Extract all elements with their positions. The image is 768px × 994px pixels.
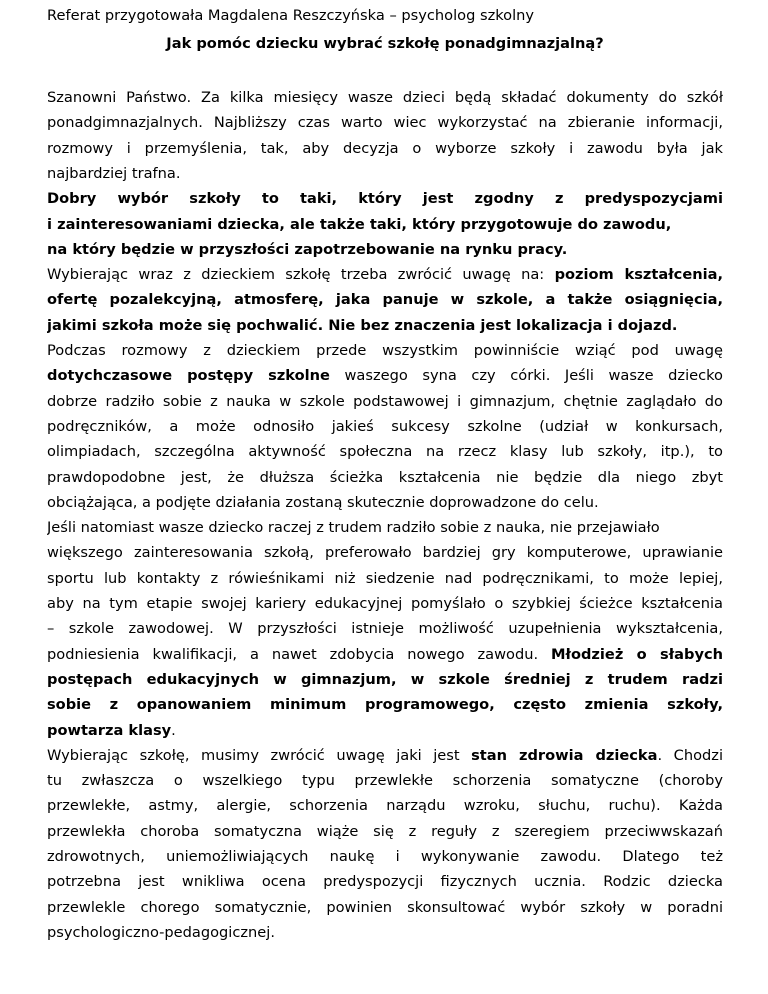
text-line <box>47 287 723 313</box>
text-segment: ponadgimnazjalnych. Najbliższy czas warto wiec wykorzystać na zbieranie informacji, <box>47 114 723 131</box>
text-segment: przewlekła choroba somatyczna wiąże się z reguły z szeregiem przeciwwskazań <box>47 823 723 840</box>
text-segment: sportu lub kontakty z rówieśnikami niż siedzenie nad podręcznikami, to może lepiej, <box>47 570 723 587</box>
text-line <box>47 718 723 744</box>
text-line <box>47 920 723 946</box>
text-line <box>47 389 723 415</box>
text-segment: Wybierając szkołę, musimy zwrócić uwagę jaki jest <box>47 747 472 764</box>
text-line <box>47 667 723 693</box>
text-line <box>47 743 723 769</box>
text-line <box>47 793 723 819</box>
text-line <box>47 161 723 187</box>
document-title: Jak pomóc dziecku wybrać szkołę ponadgimnazjalną? <box>166 35 604 52</box>
text-line <box>47 465 723 491</box>
bold-text-segment: stan zdrowia dziecka <box>471 747 658 764</box>
text-segment: aby na tym etapie swojej kariery edukacyjnej pomyślało o szybkiej ścieżce kształcenia <box>47 595 723 612</box>
bold-text-segment: Dobry wybór szkoły to taki, który jest zgodny z predyspozycjami <box>47 190 723 207</box>
text-segment: większego zainteresowania szkołą, preferowało bardziej gry komputerowe, uprawianie <box>47 544 723 561</box>
text-segment: obciążająca, a podjęte działania zostaną skutecznie doprowadzone do celu. <box>47 494 599 511</box>
text-segment: prawdopodobne jest, że dłuższa ścieżka kształcenia nie będzie dla niego zbyt <box>47 469 723 486</box>
bold-text-segment: dotychczasowe postępy szkolne <box>47 367 330 384</box>
text-line <box>47 414 723 440</box>
text-segment: podręczników, a może odnosiło jakieś sukcesy szkolne (udział w konkursach, <box>47 418 723 435</box>
text-line <box>47 237 723 263</box>
bold-text-segment: poziom kształcenia, <box>554 266 723 283</box>
text-line <box>47 844 723 870</box>
text-line <box>47 692 723 718</box>
author-line: Referat przygotowała Magdalena Reszczyńska – psycholog szkolny <box>47 7 535 24</box>
text-line <box>47 616 723 642</box>
text-line <box>47 642 723 668</box>
bold-text-segment: ofertę pozalekcyjną, atmosferę, jaka panuje w szkole, a także osiągnięcia, <box>47 291 723 308</box>
text-line <box>47 313 723 339</box>
text-segment: psychologiczno-pedagogicznej. <box>47 924 275 941</box>
text-line <box>47 110 723 136</box>
text-segment: olimpiadach, szczególna aktywność społeczna na rzecz klasy lub szkoły, itp.), to <box>47 443 723 460</box>
text-line <box>47 262 723 288</box>
text-segment: przewlekle chorego somatycznie, powinien skonsultować wybór szkoły w poradni <box>47 899 723 916</box>
text-line <box>47 895 723 921</box>
text-line <box>47 212 723 238</box>
text-line <box>47 591 723 617</box>
bold-text-segment: Młodzież o słabych <box>551 646 723 663</box>
text-segment: Wybierając wraz z dzieckiem szkołę trzeba zwrócić uwagę na: <box>47 266 555 283</box>
bold-text-segment: na który będzie w przyszłości zapotrzebowanie na rynku pracy. <box>47 241 568 258</box>
text-line <box>47 515 723 541</box>
bold-text-segment: i zainteresowaniami dziecka, ale także taki, który przygotowuje do zawodu, <box>47 216 672 233</box>
text-line <box>47 439 723 465</box>
text-segment: przewlekłe, astmy, alergie, schorzenia narządu wzroku, słuchu, ruchu). Każda <box>47 797 723 814</box>
bold-text-segment: sobie z opanowaniem minimum programowego, często zmienia szkoły, <box>47 696 723 713</box>
text-segment: podniesienia kwalifikacji, a nawet zdobycia nowego zawodu. <box>47 646 552 663</box>
text-line <box>47 869 723 895</box>
text-line <box>47 490 723 516</box>
text-line <box>47 186 723 212</box>
text-line <box>47 363 723 389</box>
text-segment: rozmowy i przemyślenia, tak, aby decyzja o wyborze szkoły i zawodu była jak <box>47 140 723 157</box>
text-line <box>47 136 723 162</box>
text-segment: najbardziej trafna. <box>47 165 181 182</box>
text-segment: . Chodzi <box>657 747 723 764</box>
text-line <box>47 85 723 111</box>
text-segment: . <box>171 722 176 739</box>
text-line <box>47 338 723 364</box>
text-segment: zdrowotnych, uniemożliwiających naukę i wykonywanie zawodu. Dlatego też <box>47 848 723 865</box>
text-segment: potrzebna jest wnikliwa ocena predyspozycji fizycznych ucznia. Rodzic dziecka <box>47 873 723 890</box>
bold-text-segment: jakimi szkoła może się pochwalić. Nie bez znaczenia jest lokalizacja i dojazd. <box>47 317 678 334</box>
text-segment: Podczas rozmowy z dzieckiem przede wszystkim powinniście wziąć pod uwagę <box>47 342 723 359</box>
text-segment: – szkole zawodowej. W przyszłości istnieje możliwość uzupełnienia wykształcenia, <box>47 620 723 637</box>
text-segment: Szanowni Państwo. Za kilka miesięcy wasze dzieci będą składać dokumenty do szkół <box>47 89 723 106</box>
text-segment: Jeśli natomiast wasze dziecko raczej z trudem radziło sobie z nauka, nie przejawiało <box>47 519 660 536</box>
text-segment: waszego syna czy córki. Jeśli wasze dziecko <box>329 367 723 384</box>
text-line <box>47 768 723 794</box>
text-line <box>47 566 723 592</box>
bold-text-segment: postępach edukacyjnych w gimnazjum, w szkole średniej z trudem radzi <box>47 671 723 688</box>
bold-text-segment: powtarza klasy <box>47 722 172 739</box>
text-line <box>47 540 723 566</box>
text-segment: tu zwłaszcza o wszelkiego typu przewlekłe schorzenia somatyczne (choroby <box>47 772 723 789</box>
text-segment: dobrze radziło sobie z nauka w szkole podstawowej i gimnazjum, chętnie zaglądało do <box>47 393 723 410</box>
text-line <box>47 819 723 845</box>
